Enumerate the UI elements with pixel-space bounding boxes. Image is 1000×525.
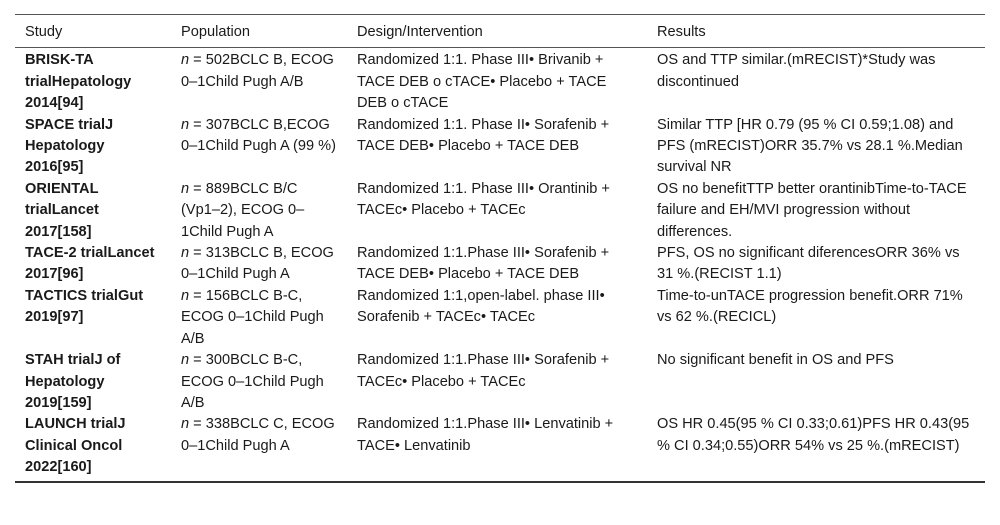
population-text: = 889BCLC B/C (Vp1–2), ECOG 0–1Child Pugh A	[181, 180, 305, 240]
table-row	[15, 179, 985, 243]
trials-table	[15, 14, 985, 483]
population-text: = 300BCLC B-C, ECOG 0–1Child Pugh A/B	[181, 352, 324, 411]
table-row	[15, 286, 985, 350]
study-name: BRISK-TA trialHepatology 2014	[25, 52, 132, 112]
table-body	[15, 48, 985, 482]
cell-population	[171, 48, 347, 115]
cell-results: Similar TTP [HR 0.79 (95 % CI 0.59;1.08) and PFS (mRECIST)ORR 35.7% vs 28.1 %.Median survival NR	[657, 116, 963, 176]
cell-population	[171, 350, 347, 414]
cell-design: Randomized 1:1. Phase II• Sorafenib + TACE DEB• Placebo + TACE DEB	[357, 116, 610, 155]
study-name: TACTICS trialGut 2019	[25, 287, 144, 326]
header-study: Study	[15, 15, 171, 48]
population-text: = 338BCLC C, ECOG 0–1Child Pugh A	[181, 416, 335, 454]
population-text: = 502BCLC B, ECOG 0–1Child Pugh A/B	[181, 52, 334, 90]
header-population: Population	[171, 15, 347, 48]
cell-population	[171, 115, 347, 179]
study-ref: [95]	[57, 159, 84, 176]
cell-study	[15, 414, 171, 481]
cell-design: Randomized 1:1.Phase III• Sorafenib + TACE DEB• Placebo + TACE DEB	[357, 245, 610, 283]
table-row	[15, 243, 985, 286]
population-n: n	[181, 180, 190, 197]
cell-results: Time-to-unTACE progression benefit.ORR 71% vs 62 %.(RECICL)	[657, 287, 963, 326]
cell-study	[15, 286, 171, 350]
trials-table-container	[15, 14, 985, 483]
header-design: Design/Intervention	[347, 15, 647, 48]
population-n: n	[181, 287, 190, 304]
cell-design: Randomized 1:1.Phase III• Lenvatinib + TACE• Lenvatinib	[347, 414, 647, 481]
population-n: n	[181, 116, 190, 133]
cell-population	[171, 179, 347, 243]
population-n: n	[181, 245, 190, 262]
cell-results: No significant benefit in OS and PFS	[657, 352, 894, 369]
study-ref: [159]	[57, 394, 92, 411]
cell-results: PFS, OS no significant diferencesORR 36% vs 31 %.(RECIST 1.1)	[657, 245, 960, 283]
table-header	[15, 15, 985, 48]
cell-results: OS HR 0.45(95 % CI 0.33;0.61)PFS HR 0.43(95 % CI 0.34;0.55)ORR 54% vs 25 %.(mRECIST)	[647, 414, 985, 481]
population-text: = 307BCLC B,ECOG 0–1Child Pugh A (99 %)	[181, 116, 336, 155]
cell-study	[15, 243, 171, 286]
cell-design: Randomized 1:1. Phase III• Orantinib + TACEc• Placebo + TACEc	[357, 180, 610, 219]
header-row	[15, 15, 985, 48]
cell-population	[171, 286, 347, 350]
study-name: ORIENTAL trialLancet 2017	[25, 180, 99, 240]
table-row	[15, 115, 985, 179]
population-n: n	[181, 52, 190, 69]
table-row	[15, 48, 985, 115]
study-ref: [97]	[57, 309, 84, 326]
cell-study	[15, 48, 171, 115]
study-name: SPACE trialJ Hepatology 2016	[25, 116, 114, 176]
population-n: n	[181, 416, 190, 433]
population-n: n	[181, 352, 190, 369]
study-name: STAH trialJ of Hepatology 2019	[25, 352, 121, 411]
cell-results: OS and TTP similar.(mRECIST)*Study was discontinued	[657, 52, 936, 90]
study-name: LAUNCH trialJ Clinical Oncol 2022	[25, 416, 126, 476]
cell-results: OS no benefitTTP better orantinibTime-to-TACE failure and EH/MVI progression without differences.	[657, 180, 967, 240]
cell-study	[15, 350, 171, 414]
study-name: TACE-2 trialLancet 2017	[25, 245, 155, 283]
cell-population	[171, 243, 347, 286]
study-ref: [158]	[57, 223, 92, 240]
table-row	[15, 350, 985, 414]
cell-population	[171, 414, 347, 481]
study-ref: [96]	[57, 266, 84, 283]
cell-design: Randomized 1:1,open-label. phase III• Sorafenib + TACEc• TACEc	[357, 287, 605, 326]
table-row	[15, 414, 985, 481]
population-text: = 156BCLC B-C, ECOG 0–1Child Pugh A/B	[181, 287, 324, 347]
cell-design: Randomized 1:1.Phase III• Sorafenib + TACEc• Placebo + TACEc	[357, 352, 610, 390]
cell-study	[15, 179, 171, 243]
population-text: = 313BCLC B, ECOG 0–1Child Pugh A	[181, 245, 334, 283]
cell-design: Randomized 1:1. Phase III• Brivanib + TACE DEB o cTACE• Placebo + TACE DEB o cTACE	[357, 52, 607, 112]
study-ref: [94]	[57, 95, 84, 112]
header-results: Results	[647, 15, 985, 48]
cell-study	[15, 115, 171, 179]
study-ref: [160]	[57, 459, 92, 476]
